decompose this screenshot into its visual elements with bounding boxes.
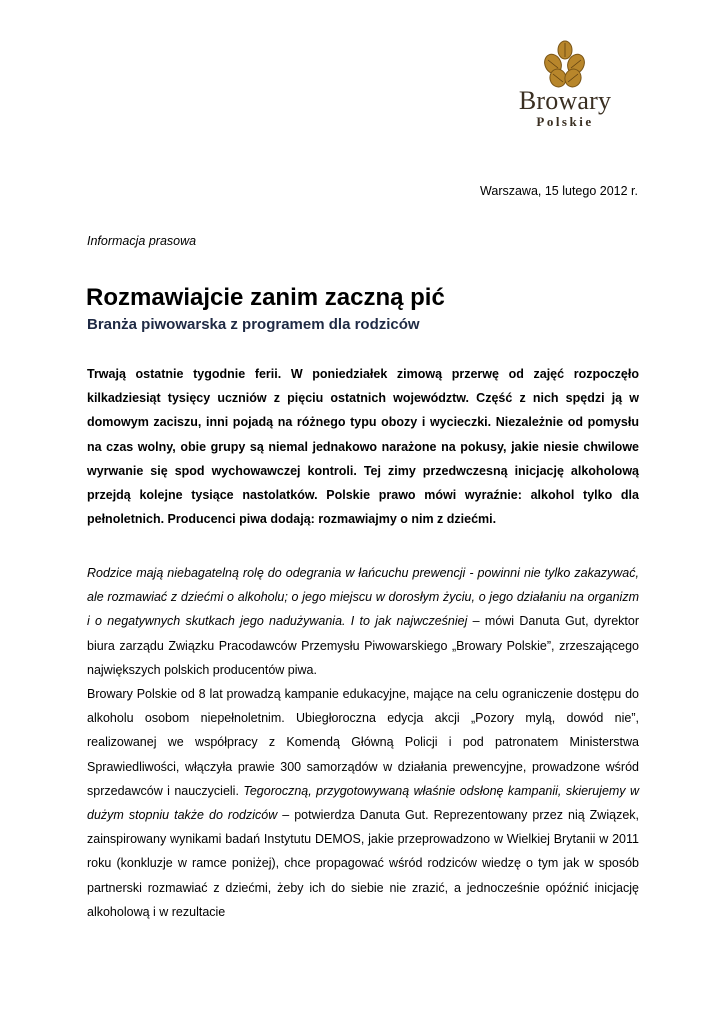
lead-paragraph: Trwają ostatnie tygodnie ferii. W poniedziałek zimową przerwę od zajęć rozpoczęło kilkadziesiąt tysięcy uczniów z pięciu ostatnich województw. Część z nich spędzi ją w domowym zaciszu, inni pojadą na różnego typu obozy i wycieczki. Niezależnie od pomysłu na czas wolny, obie grupy są niemal jednakowo narażone na pokusy, jakie niesie chwilowe wyrwanie się spod wychowawczej kontroli. Tej zimy przedwczesną inicjację alkoholową przejdą kolejne tysiące nastolatków. Polskie prawo mówi wyraźnie: alkohol tylko dla pełnoletnich. Producenci piwa dodają: rozmawiajmy o nim z dziećmi.	[87, 367, 639, 527]
campaign-text-start: Browary Polskie od 8 lat prowadzą kampanie edukacyjne, mające na celu ograniczenie dostępu do alkoholu osobom niepełnoletnim. Ubiegłoroczna edycja akcji „Pozory mylą, dowód nie”, realizowanej we współpracy z Komendą Główną Policji i pod patronatem Ministerstwa Sprawiedliwości, włączyła prawie 300 samorządów w działania prewencyjne, prowadzone wśród sprzedawców i nauczycieli.	[87, 687, 639, 798]
document-date: Warszawa, 15 lutego 2012 r.	[480, 184, 638, 198]
campaign-quote: Tegoroczną, przygotowywaną właśnie odsłonę kampanii, skierujemy w dużym stopniu także do rodziców	[87, 783, 639, 823]
hop-leaves-icon	[540, 40, 590, 88]
quote-attribution: – mówi Danuta Gut, dyrektor biura zarządu Związku Pracodawców Przemysłu Piwowarskiego „Browary Polskie”, zrzeszającego największych polskich producentów piwa.	[87, 614, 640, 677]
campaign-text-end: – potwierdza Danuta Gut. Reprezentowany przez nią Związek, zainspirowany wynikami badań Instytutu DEMOS, jakie przeprowadzono w Wielkiej Brytanii w 2011 roku (konkluzje w ramce poniżej), chce propagować wśród rodziców wiedzę o tym jak w sposób partnerski rozmawiać z dziećmi, żeby ich do siebie nie zrazić, a jednocześnie opóźnić inicjację alkoholową i w rezultacie	[87, 808, 639, 919]
article-subtitle: Branża piwowarska z programem dla rodziców	[87, 316, 420, 333]
logo-name: Browary	[518, 86, 612, 115]
article-title: Rozmawiajcie zanim zaczną pić	[86, 284, 445, 311]
logo-subtitle: Polskie	[536, 114, 594, 129]
browary-polskie-logo	[506, 40, 624, 129]
quote-text: Rodzice mają niebagatelną rolę do odegrania w łańcuchu prewencji - powinni nie tylko zakazywać, ale rozmawiać z dziećmi o alkoholu; o jego miejscu w dorosłym życiu, o jego działaniu na organizm i o negatywnych skutkach jego nadużywania. I to jak najwcześniej	[87, 566, 639, 629]
quote-paragraph	[87, 561, 639, 682]
campaign-paragraph	[87, 682, 639, 924]
press-release-label: Informacja prasowa	[87, 234, 197, 248]
